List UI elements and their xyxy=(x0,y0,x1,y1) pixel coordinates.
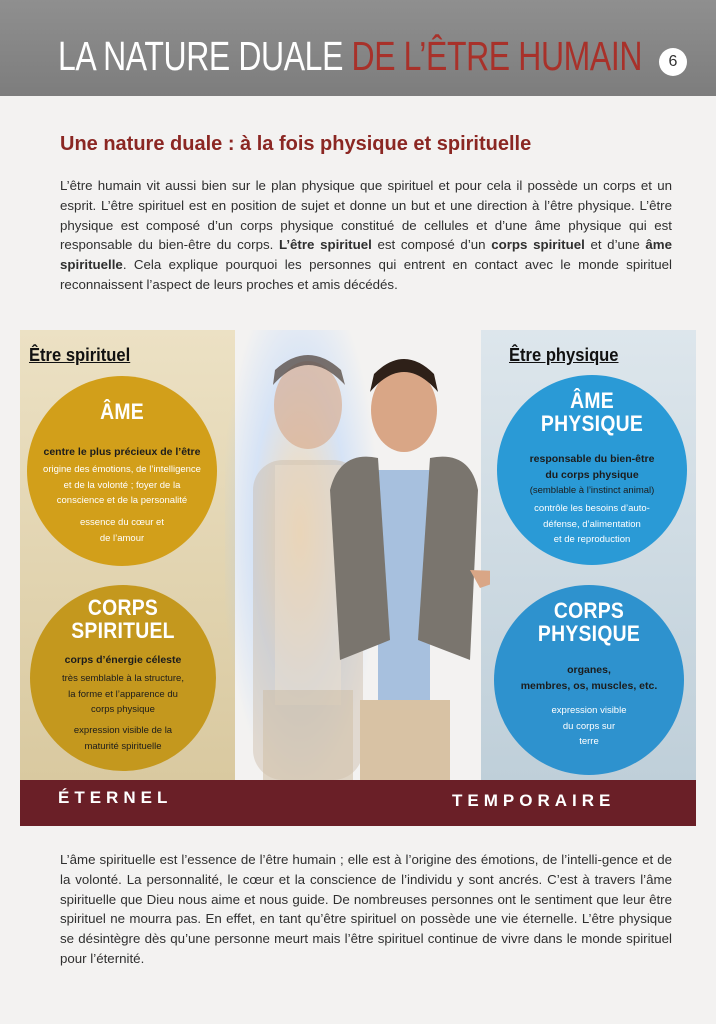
text-line: terre xyxy=(579,736,599,747)
spiritual-soul-title: ÂME xyxy=(100,399,144,424)
text-line: du corps physique xyxy=(545,469,639,481)
text-line: responsable du bien-être xyxy=(529,453,655,465)
title-part-1: LA NATURE DUALE xyxy=(58,33,344,79)
page-number: 6 xyxy=(659,48,687,76)
intro-text: et d’une xyxy=(584,237,646,253)
photo-two-men xyxy=(225,330,490,780)
spiritual-body-desc-2 xyxy=(40,723,206,754)
physical-body-title xyxy=(505,599,672,645)
text-line: expression visible xyxy=(551,705,627,716)
physical-soul-note: (semblable à l’instinct animal) xyxy=(529,485,655,496)
text-line: conscience et de la personalité xyxy=(56,495,188,506)
text-line: essence du cœur et xyxy=(80,517,164,528)
title-line: CORPS xyxy=(87,595,159,620)
spiritual-body-bold: corps d’énergie céleste xyxy=(64,654,182,666)
physical-soul-title xyxy=(508,389,675,435)
text-line: de l’amour xyxy=(99,532,145,544)
physical-body-bold xyxy=(494,662,684,694)
title-part-2: DE L’ÊTRE HUMAIN xyxy=(351,33,643,79)
temporary-label: TEMPORAIRE xyxy=(452,791,616,810)
spiritual-soul-circle xyxy=(27,376,217,566)
text-line: contrôle les besoins d’auto- xyxy=(534,503,650,514)
title-line: ÂME xyxy=(570,388,614,413)
text-line: très semblable à la structure, xyxy=(62,673,184,684)
intro-paragraph xyxy=(60,176,672,295)
title-line: PHYSIQUE xyxy=(537,621,641,646)
intro-text: L’être humain vit aussi bien sur le plan physique que spirituel et pour cela il possède un corps et un esprit. L’être spirituel est en position de sujet et donne un but et une direction à l’être physique. L’être physique est composé d’un corps physique constitué de cellules et d’une âme physique qui est responsable du bien-être du corps. xyxy=(60,178,672,253)
physical-body-desc xyxy=(504,703,674,750)
text-line: organes, xyxy=(567,664,611,676)
section-subtitle: Une nature duale : à la fois physique et spirituelle xyxy=(60,133,532,155)
text-line: et de reproduction xyxy=(553,534,631,545)
text-line: membres, os, muscles, etc. xyxy=(520,680,658,692)
spiritual-soul-bold: centre le plus précieux de l’être xyxy=(43,446,201,458)
text-line: défense, d’alimentation xyxy=(543,518,641,530)
eternal-label: ÉTERNEL xyxy=(58,788,173,807)
physical-body-circle xyxy=(494,585,684,775)
outro-paragraph: L’âme spirituelle est l’essence de l’être humain ; elle est à l’origine des émotions, de l’intelli-gence et de la volonté. La personnalité, le cœur et la conscience de l’individu y sont ancrés. C’est à travers l’âme spirituelle que Dieu nous aime et nous guide. De nombreuses personnes ont le sentiment que leur être spirituel ne mourra pas. En effet, en tant qu’être spirituel on possède une vie éternelle. L’être physique se désintègre dès qu’une personne meurt mais l’être spirituel continue de vivre dans le monde spirituel pour l’éternité. xyxy=(60,852,672,966)
text-line: corps physique xyxy=(91,704,155,715)
title-line: CORPS xyxy=(553,598,625,623)
text-line: origine des émotions, de l’intelligence xyxy=(43,464,201,475)
page-title xyxy=(58,33,643,79)
spiritual-soul-desc-2 xyxy=(37,515,207,546)
physical-soul-desc xyxy=(507,501,677,548)
spiritual-being-heading: Être spirituel xyxy=(29,345,131,365)
intro-bold-1: L’être spirituel xyxy=(278,237,372,253)
spiritual-body-desc-1 xyxy=(40,671,206,718)
physical-soul-bold xyxy=(497,451,687,483)
physical-figure-illustration xyxy=(320,340,490,780)
intro-text: est composé d’un xyxy=(371,237,492,253)
physical-soul-circle xyxy=(497,375,687,565)
spiritual-body-title xyxy=(41,596,205,642)
intro-bold-2: corps spirituel xyxy=(491,237,585,253)
intro-bold-3: âme spirituelle xyxy=(60,237,672,273)
spiritual-body-circle xyxy=(30,585,216,771)
physical-being-heading: Être physique xyxy=(509,345,619,365)
text-line: maturité spirituelle xyxy=(84,740,162,752)
text-line: du corps sur xyxy=(562,720,616,732)
spiritual-soul-desc-1 xyxy=(37,462,207,509)
title-line: PHYSIQUE xyxy=(540,411,644,436)
text-line: expression visible de la xyxy=(73,725,173,736)
text-line: la forme et l’apparence du xyxy=(68,688,178,700)
intro-text: . Cela explique pourquoi les personnes qui entrent en contact avec le monde spirituel reconnaissent l’aspect de leurs proches et amis décédés. xyxy=(60,257,672,292)
text-line: et de la volonté ; foyer de la xyxy=(63,479,181,491)
title-line: SPIRITUEL xyxy=(71,618,175,643)
